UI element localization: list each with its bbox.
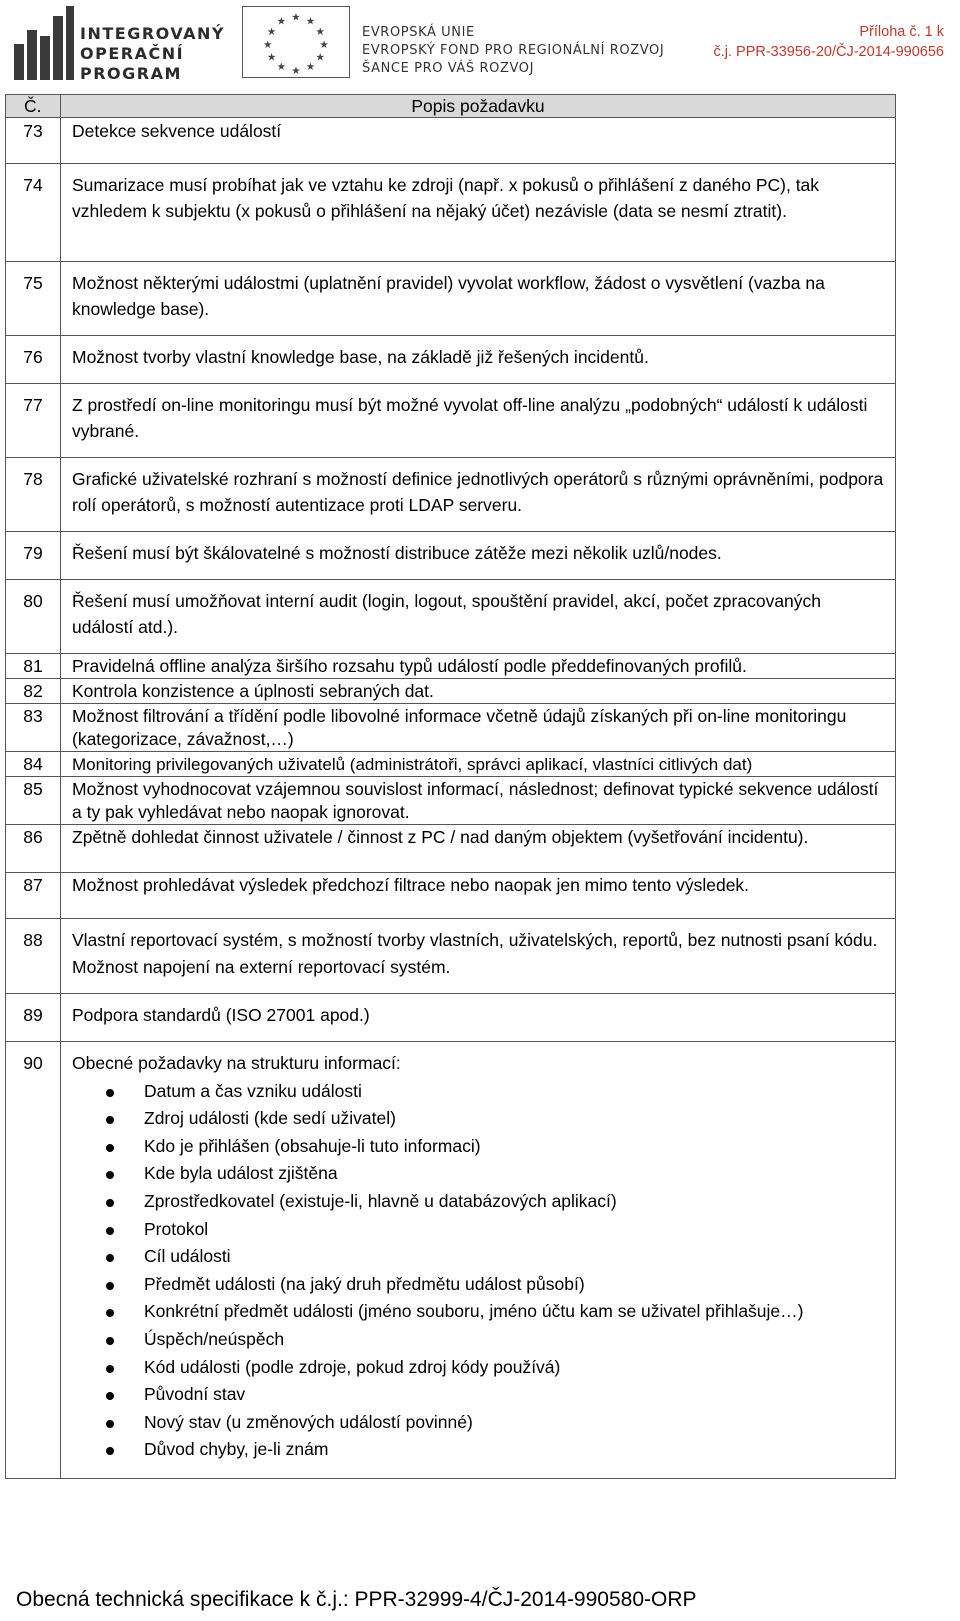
row-text: Řešení musí umožňovat interní audit (login, logout, spouštění pravidel, akcí, počet zpracovaných událostí atd.).: [61, 580, 896, 654]
requirements-table: [5, 94, 896, 1479]
row-number: 77: [6, 384, 61, 458]
row-text: Sumarizace musí probíhat jak ve vztahu ke zdroji (např. x pokusů o přihlášení z daného PC), tak vzhledem k subjektu (x pokusů o přihlášení na nějaký účet) nezávisle (data se nesmí ztratit).: [61, 164, 896, 262]
row-number: 76: [6, 336, 61, 384]
table-row: [6, 458, 896, 532]
row-number: 83: [6, 704, 61, 752]
row-text: Kontrola konzistence a úplnosti sebraných dat.: [61, 679, 896, 704]
table-row: [6, 654, 896, 679]
eu-line-2: EVROPSKÝ FOND PRO REGIONÁLNÍ ROZVOJ: [362, 43, 665, 58]
row-text: Podpora standardů (ISO 27001 apod.): [61, 994, 896, 1042]
list-item: Protokol: [144, 1216, 885, 1244]
list-item: Datum a čas vzniku události: [144, 1078, 885, 1106]
table-row: [6, 336, 896, 384]
list-item: Kde byla událost zjištěna: [144, 1160, 885, 1188]
row-text: Možnost tvorby vlastní knowledge base, na základě již řešených incidentů.: [61, 336, 896, 384]
list-item: Úspěch/neúspěch: [144, 1326, 885, 1354]
iop-bars-icon: [14, 6, 74, 80]
svg-text:★: ★: [305, 15, 316, 28]
row-text: Možnost filtrování a třídění podle libovolné informace včetně údajů získaných při on-line monitoringu (kategorizace, závažnost,…): [61, 704, 896, 752]
eu-line-1: EVROPSKÁ UNIE: [362, 25, 475, 40]
table-row: [6, 164, 896, 262]
row-number: 90: [6, 1042, 61, 1479]
table-row: [6, 704, 896, 752]
row-text: Řešení musí být škálovatelné s možností distribuce zátěže mezi několik uzlů/nodes.: [61, 532, 896, 580]
eu-label: [362, 24, 664, 78]
svg-text:★: ★: [305, 61, 316, 74]
table-row: [6, 994, 896, 1042]
row-text: Grafické uživatelské rozhraní s možností definice jednotlivých operátorů s různými oprávněními, podpora rolí operátorů, s možností autentizace proti LDAP serveru.: [61, 458, 896, 532]
svg-text:★: ★: [315, 26, 326, 39]
table-header-row: [6, 95, 896, 118]
row-number: 86: [6, 825, 61, 873]
row-text: Zpětně dohledat činnost uživatele / činnost z PC / nad daným objektem (vyšetřování incidentu).: [61, 825, 896, 873]
row-text: Možnost některými událostmi (uplatnění pravidel) vyvolat workflow, žádost o vysvětlení (vazba na knowledge base).: [61, 262, 896, 336]
iop-line-2: OPERAČNÍ: [80, 44, 185, 63]
row-number: 82: [6, 679, 61, 704]
list-item: Zprostředkovatel (existuje-li, hlavně u databázových aplikací): [144, 1188, 885, 1216]
table-row: [6, 1042, 896, 1479]
iop-logo: [14, 6, 225, 83]
row-number: 75: [6, 262, 61, 336]
table-row: [6, 825, 896, 873]
list-item: Předmět události (na jaký druh předmětu událost působí): [144, 1271, 885, 1299]
svg-text:★: ★: [276, 61, 287, 74]
table-row: [6, 262, 896, 336]
table-row: [6, 118, 896, 164]
list-item: Cíl události: [144, 1243, 885, 1271]
row-text: Pravidelná offline analýza širšího rozsahu typů událostí podle předdefinovaných profilů.: [61, 654, 896, 679]
table-row: [6, 752, 896, 777]
row-number: 79: [6, 532, 61, 580]
page-footer: Obecná technická specifikace k č.j.: PPR-32999-4/ČJ-2014-990580-ORP: [16, 1588, 697, 1611]
svg-text:★: ★: [291, 65, 301, 78]
row-number: 73: [6, 118, 61, 164]
list-item: Konkrétní předmět události (jméno souboru, jméno účtu kam se uživatel přihlašuje…): [144, 1298, 885, 1326]
iop-line-3: PROGRAM: [80, 64, 182, 83]
row-text: [61, 1042, 896, 1479]
row-text: Možnost vyhodnocovat vzájemnou souvislost informací, následnost; definovat typické sekvence událostí a ty pak vyhledávat nebo naopak ignorovat.: [61, 777, 896, 825]
svg-text:★: ★: [315, 51, 326, 64]
structure-intro: Obecné požadavky na strukturu informací:: [72, 1053, 401, 1073]
row-number: 74: [6, 164, 61, 262]
row-number: 80: [6, 580, 61, 654]
row-number: 87: [6, 873, 61, 919]
list-item: Kdo je přihlášen (obsahuje-li tuto informaci): [144, 1133, 885, 1161]
row-number: 88: [6, 919, 61, 994]
row-text: Možnost prohledávat výsledek předchozí filtrace nebo naopak jen mimo tento výsledek.: [61, 873, 896, 919]
table-row: [6, 384, 896, 458]
list-item: Zdroj události (kde sedí uživatel): [144, 1105, 885, 1133]
row-number: 89: [6, 994, 61, 1042]
row-number: 81: [6, 654, 61, 679]
eu-flag-icon: [242, 6, 350, 78]
svg-text:★: ★: [266, 26, 277, 39]
page-header: [0, 0, 960, 92]
row-text: Z prostředí on-line monitoringu musí být možné vyvolat off-line analýzu „podobných“ událostí k události vybrané.: [61, 384, 896, 458]
svg-text:★: ★: [276, 15, 287, 28]
list-item: Nový stav (u změnových událostí povinné): [144, 1409, 885, 1437]
svg-text:★: ★: [291, 11, 301, 24]
svg-text:★: ★: [263, 38, 273, 51]
row-text: Monitoring privilegovaných uživatelů (administrátoři, správci aplikací, vlastníci citlivých dat): [61, 752, 896, 777]
row-text: Detekce sekvence událostí: [61, 118, 896, 164]
svg-text:★: ★: [266, 51, 277, 64]
table-row: [6, 580, 896, 654]
row-text: Vlastní reportovací systém, s možností tvorby vlastních, uživatelských, reportů, bez nutnosti psaní kódu. Možnost napojení na externí reportovací systém.: [61, 919, 896, 994]
list-item: Kód události (podle zdroje, pokud zdroj kódy používá): [144, 1354, 885, 1382]
table-row: [6, 532, 896, 580]
row-number: 84: [6, 752, 61, 777]
document-reference: [713, 22, 944, 62]
svg-text:★: ★: [319, 38, 329, 51]
row-number: 78: [6, 458, 61, 532]
table-row: [6, 919, 896, 994]
column-number-header: Č.: [6, 95, 61, 118]
list-item: Původní stav: [144, 1381, 885, 1409]
field-list: [72, 1078, 885, 1464]
list-item: Důvod chyby, je-li znám: [144, 1436, 885, 1464]
iop-line-1: INTEGROVANÝ: [80, 24, 225, 43]
reference-number: č.j. PPR-33956-20/ČJ-2014-990656: [713, 44, 944, 60]
attachment-label: Příloha č. 1 k: [859, 24, 944, 40]
column-description-header: Popis požadavku: [61, 95, 896, 118]
table-row: [6, 679, 896, 704]
eu-line-3: ŠANCE PRO VÁŠ ROZVOJ: [362, 61, 535, 76]
table-row: [6, 777, 896, 825]
table-row: [6, 873, 896, 919]
row-number: 85: [6, 777, 61, 825]
